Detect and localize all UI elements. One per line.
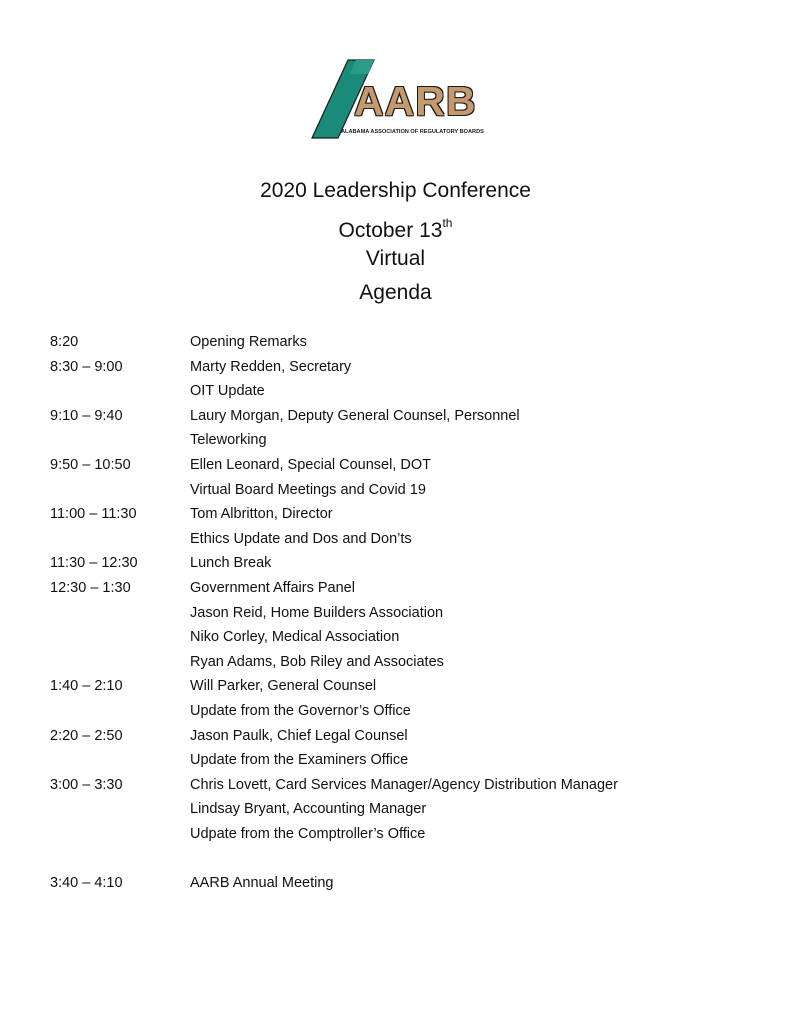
agenda-time: 8:30 – 9:00 xyxy=(50,358,123,375)
agenda-row xyxy=(50,601,750,626)
agenda-time: 3:00 – 3:30 xyxy=(50,776,123,793)
aarb-logo xyxy=(310,58,482,142)
agenda-row xyxy=(50,355,750,380)
agenda-item: Update from the Examiners Office xyxy=(190,752,409,769)
agenda-row xyxy=(50,428,750,453)
agenda-time: 9:10 – 9:40 xyxy=(50,407,123,424)
agenda-item: Teleworking xyxy=(190,432,267,449)
agenda-time: 11:30 – 12:30 xyxy=(50,555,138,572)
agenda-time xyxy=(50,748,190,773)
agenda-heading: Agenda xyxy=(359,281,432,304)
agenda-time: 3:40 – 4:10 xyxy=(50,875,123,892)
agenda-row xyxy=(50,748,750,773)
agenda-item: Government Affairs Panel xyxy=(190,579,355,596)
agenda-item: Laury Morgan, Deputy General Counsel, Personnel xyxy=(190,407,520,424)
agenda-row xyxy=(50,527,750,552)
agenda-time xyxy=(50,650,190,675)
agenda-row xyxy=(50,453,750,478)
agenda-time xyxy=(50,625,190,650)
agenda-time xyxy=(50,478,190,503)
agenda-item: Udpate from the Comptroller’s Office xyxy=(190,825,426,842)
logo-letters: AARB xyxy=(354,78,477,124)
agenda-row xyxy=(50,502,750,527)
agenda-row xyxy=(50,404,750,429)
agenda-time: 8:20 xyxy=(50,334,79,350)
logo-subtitle: ALABAMA ASSOCIATION OF REGULATORY BOARDS xyxy=(341,129,484,135)
agenda-item: Will Parker, General Counsel xyxy=(190,678,377,695)
agenda-item: Chris Lovett, Card Services Manager/Agency Distribution Manager xyxy=(190,776,618,793)
agenda-row xyxy=(50,478,750,503)
agenda-time: 11:00 – 11:30 xyxy=(50,506,137,523)
agenda-time xyxy=(50,822,190,847)
agenda-item: Update from the Governor’s Office xyxy=(190,702,411,719)
agenda-row xyxy=(50,576,750,601)
agenda-item: Virtual Board Meetings and Covid 19 xyxy=(190,481,426,498)
agenda-row xyxy=(50,724,750,749)
agenda-time xyxy=(50,428,190,453)
agenda-row xyxy=(50,330,750,355)
agenda-time xyxy=(50,699,190,724)
agenda-item: AARB Annual Meeting xyxy=(190,875,334,892)
conference-title: 2020 Leadership Conference xyxy=(260,179,531,202)
agenda-item: Ethics Update and Dos and Don’ts xyxy=(190,530,412,547)
agenda-list xyxy=(50,330,750,896)
agenda-item: OIT Update xyxy=(190,383,265,400)
agenda-time xyxy=(50,527,190,552)
agenda-item: Opening Remarks xyxy=(190,334,307,350)
title-block xyxy=(0,174,791,310)
agenda-row xyxy=(50,699,750,724)
agenda-time xyxy=(50,379,190,404)
conference-format: Virtual xyxy=(365,247,426,270)
agenda-row xyxy=(50,773,750,798)
agenda-row xyxy=(50,625,750,650)
agenda-row xyxy=(50,797,750,822)
agenda-time: 9:50 – 10:50 xyxy=(50,456,131,473)
date-suffix: th xyxy=(442,216,453,230)
agenda-item: Jason Reid, Home Builders Association xyxy=(190,604,444,621)
date-main: October 13 xyxy=(338,219,443,242)
agenda-item: Marty Redden, Secretary xyxy=(190,358,352,375)
agenda-time: 12:30 – 1:30 xyxy=(50,579,131,596)
agenda-time xyxy=(50,797,190,822)
agenda-item: Ellen Leonard, Special Counsel, DOT xyxy=(190,456,431,473)
agenda-row xyxy=(50,650,750,675)
agenda-item: Lindsay Bryant, Accounting Manager xyxy=(190,801,427,818)
agenda-item: Tom Albritton, Director xyxy=(190,506,333,523)
agenda-item: Ryan Adams, Bob Riley and Associates xyxy=(190,653,444,670)
agenda-item: Lunch Break xyxy=(190,555,272,572)
agenda-time xyxy=(50,601,190,626)
agenda-row xyxy=(50,822,750,847)
agenda-row xyxy=(50,551,750,576)
conference-date xyxy=(0,208,791,242)
agenda-row xyxy=(50,674,750,699)
agenda-row xyxy=(50,379,750,404)
agenda-item: Niko Corley, Medical Association xyxy=(190,629,400,646)
agenda-row xyxy=(50,871,750,896)
agenda-time: 2:20 – 2:50 xyxy=(50,727,123,744)
agenda-time: 1:40 – 2:10 xyxy=(50,678,123,695)
agenda-item: Jason Paulk, Chief Legal Counsel xyxy=(190,727,408,744)
